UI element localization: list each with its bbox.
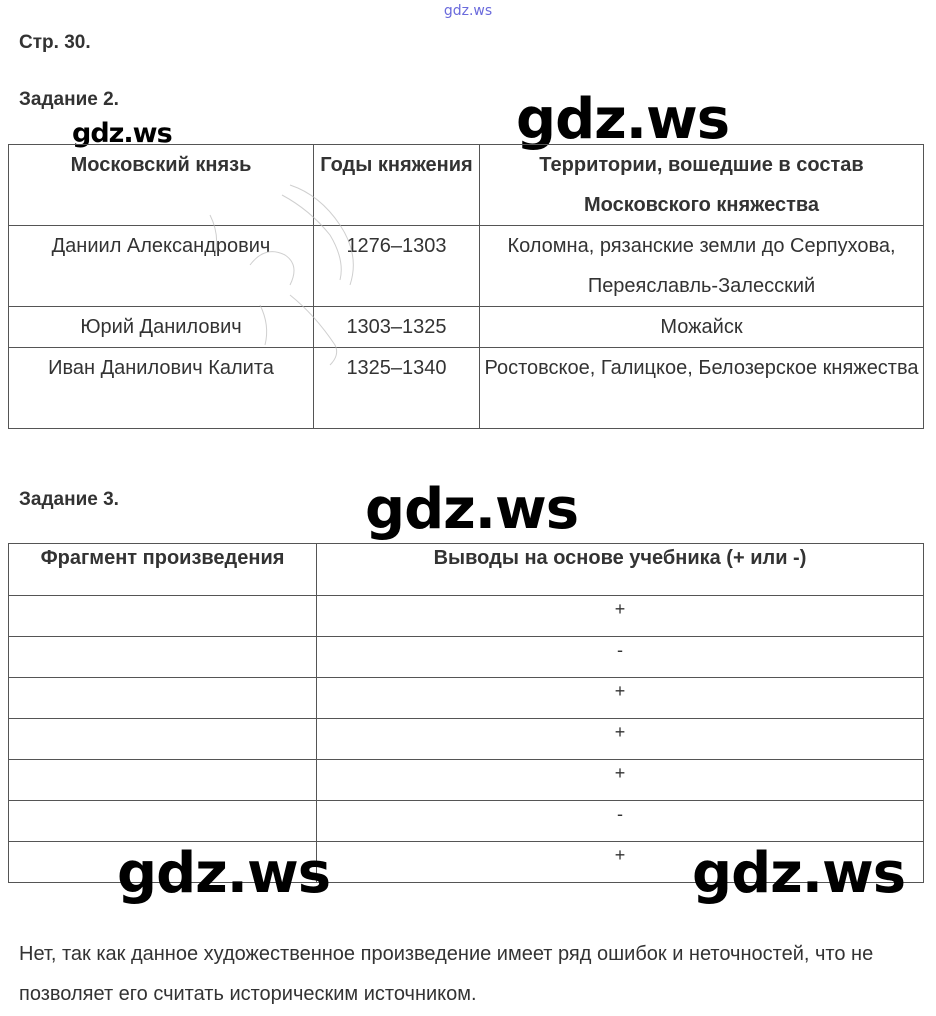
table-header-row bbox=[9, 145, 924, 226]
years-cell: 1276–1303 bbox=[314, 226, 480, 307]
conclusion-cell: - bbox=[317, 801, 924, 842]
conclusion-cell: + bbox=[317, 678, 924, 719]
header-prince: Московский князь bbox=[9, 145, 314, 226]
watermark-4: gdz.ws bbox=[692, 841, 906, 906]
years-cell: 1303–1325 bbox=[314, 307, 480, 348]
table-row bbox=[9, 637, 924, 678]
task3-table bbox=[8, 543, 924, 883]
watermark-2: gdz.ws bbox=[365, 477, 579, 542]
prince-cell: Даниил Александрович bbox=[9, 226, 314, 307]
table-row bbox=[9, 226, 924, 307]
fragment-cell bbox=[9, 637, 317, 678]
table-header-row bbox=[9, 544, 924, 596]
task2-table bbox=[8, 144, 924, 429]
table-row bbox=[9, 596, 924, 637]
conclusion-cell: + bbox=[317, 760, 924, 801]
header-years: Годы княжения bbox=[314, 145, 480, 226]
fragment-cell bbox=[9, 719, 317, 760]
conclusion-cell: + bbox=[317, 596, 924, 637]
table-row bbox=[9, 760, 924, 801]
territories-cell: Можайск bbox=[480, 307, 924, 348]
table-row bbox=[9, 801, 924, 842]
table-row bbox=[9, 678, 924, 719]
watermark-small: gdz.ws bbox=[72, 118, 172, 149]
answer-text: Нет, так как данное художественное произведение имеет ряд ошибок и неточностей, что не позволяет его считать историческим источником. bbox=[19, 943, 874, 1005]
territories-cell: Ростовское, Галицкое, Белозерское княжества bbox=[480, 348, 924, 429]
years-cell: 1325–1340 bbox=[314, 348, 480, 429]
fragment-cell bbox=[9, 760, 317, 801]
task2-title: Задание 2. bbox=[19, 89, 119, 110]
header-territories: Территории, вошедшие в состав Московского княжества bbox=[480, 145, 924, 226]
conclusion-cell: + bbox=[317, 719, 924, 760]
table-row bbox=[9, 719, 924, 760]
prince-cell: Иван Данилович Калита bbox=[9, 348, 314, 429]
table-row bbox=[9, 307, 924, 348]
fragment-cell bbox=[9, 596, 317, 637]
header-fragment: Фрагмент произведения bbox=[9, 544, 317, 596]
watermark-1: gdz.ws bbox=[516, 87, 730, 152]
territories-cell: Коломна, рязанские земли до Серпухова, Переяславль-Залесский bbox=[480, 226, 924, 307]
watermark-3: gdz.ws bbox=[117, 841, 331, 906]
table-row bbox=[9, 348, 924, 429]
fragment-cell bbox=[9, 678, 317, 719]
header-conclusion: Выводы на основе учебника (+ или -) bbox=[317, 544, 924, 596]
fragment-cell bbox=[9, 801, 317, 842]
conclusion-cell: + bbox=[317, 842, 924, 883]
page-label: Стр. 30. bbox=[19, 32, 91, 53]
prince-cell: Юрий Данилович bbox=[9, 307, 314, 348]
top-watermark: gdz.ws bbox=[443, 3, 493, 19]
conclusion-cell: - bbox=[317, 637, 924, 678]
task3-title: Задание 3. bbox=[19, 489, 119, 510]
